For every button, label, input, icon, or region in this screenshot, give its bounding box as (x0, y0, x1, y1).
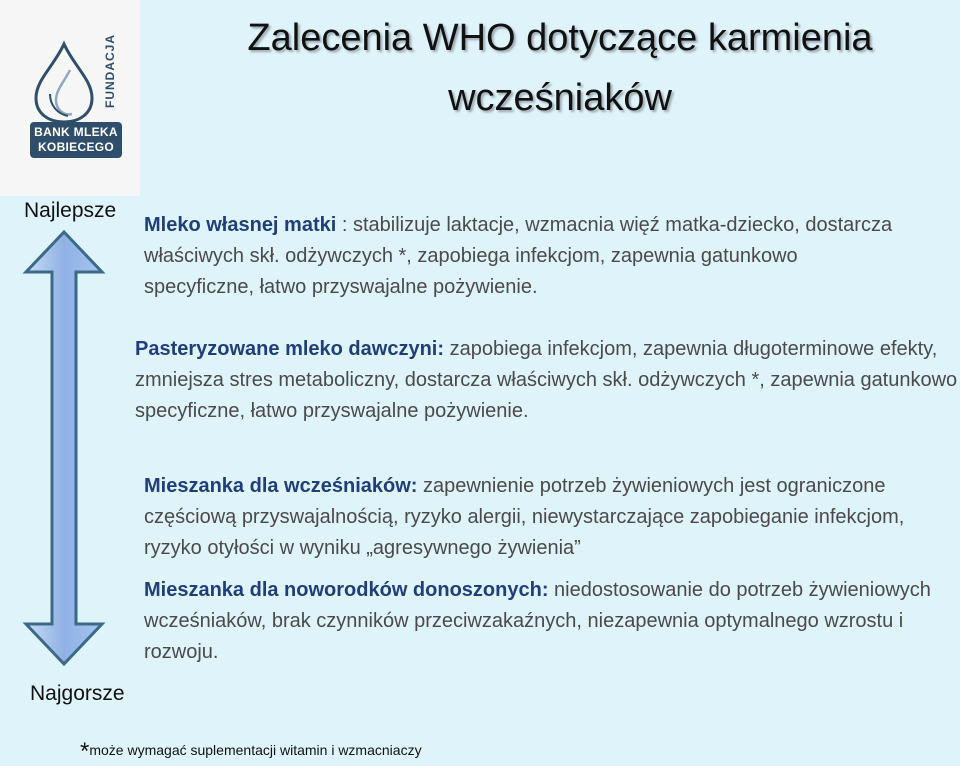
footnote (80, 738, 422, 766)
foundation-logo (0, 0, 140, 196)
double-arrow-icon (18, 228, 110, 668)
item-heading: Mleko własnej matki (144, 214, 337, 236)
item-preterm-formula (144, 471, 954, 564)
item-pasteurized-donor-milk (135, 334, 959, 427)
item-term-formula (144, 575, 944, 668)
logo-vertical-text: FUNDACJA (103, 34, 117, 108)
title-line-1: Zalecenia WHO dotyczące karmienia (247, 17, 873, 59)
title-line-2: wcześniaków (448, 77, 672, 119)
item-text: zapobiega infekcjom, zapewnia długoterminowe efekty, zmniejsza stres metaboliczny, dostarcza właściwych skł. odżywczych *, zapewnia gatunkowo specyficzne, łatwo przyswajalne pożywienie. (135, 338, 958, 422)
footnote-text: może wymagać suplementacji witamin i wzmacniaczy (89, 742, 422, 758)
scale-label-worst: Najgorsze (30, 682, 125, 705)
logo-line-2: KOBIECEGO (37, 140, 115, 154)
milk-drop-icon (14, 40, 114, 124)
item-text: niedostosowanie do potrzeb żywieniowych wcześniaków, brak czynników przeciwzakaźnych, niezapewnia optymalnego wzrostu i rozwoju. (144, 579, 931, 663)
page-title (160, 8, 960, 128)
item-heading: Mieszanka dla noworodków donoszonych: (144, 579, 549, 601)
item-heading: Pasteryzowane mleko dawczyni: (135, 338, 445, 360)
footnote-star: * (80, 738, 90, 765)
item-heading: Mieszanka dla wcześniaków: (144, 475, 418, 497)
item-own-mother-milk (144, 210, 904, 303)
scale-label-best: Najlepsze (24, 199, 117, 222)
item-text: zapewnienie potrzeb żywieniowych jest ograniczone częściową przyswajalnością, ryzyko alergii, niewystarczające zapobieganie infekcjom, ryzyko otyłości w wyniku „agresywnego żywienia” (144, 475, 905, 559)
logo-line-1: BANK MLEKA (34, 125, 118, 139)
item-text: : stabilizuje laktacje, wzmacnia więź matka-dziecko, dostarcza właściwych skł. odżywczych *, zapobiega infekcjom, zapewnia gatunkowo specyficzne, łatwo przyswajalne pożywienie. (144, 214, 893, 298)
logo-wordmark (30, 122, 122, 158)
